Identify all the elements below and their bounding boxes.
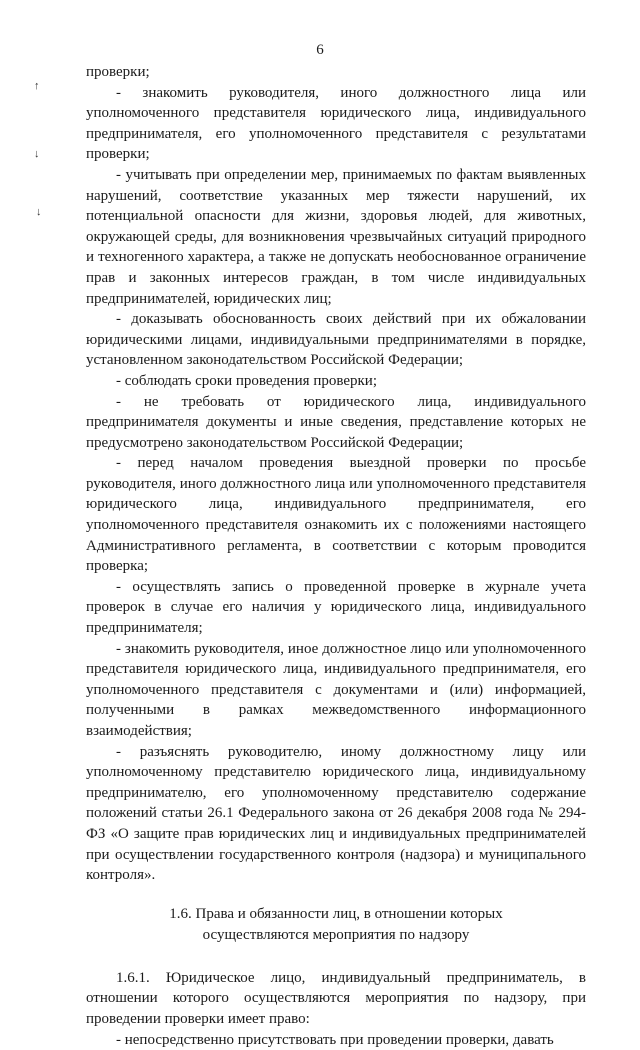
paragraph: - учитывать при определении мер, принимаемых по фактам выявленных нарушений, соответствие указанных мер тяжести нарушений, их потенциальной опасности для жизни, здоровья людей, для животных, окружающей среды, для возникновения чрезвычайных ситуаций природного и техногенного характера, а также не допускать необоснованное ограничение прав и законных интересов граждан, в том числе индивидуальных предпринимателей, юридических лиц;: [86, 166, 586, 307]
paragraph: - соблюдать сроки проведения проверки;: [116, 372, 377, 389]
margin-mark: ↑: [34, 80, 40, 92]
paragraph: - не требовать от юридического лица, индивидуального предпринимателя документы и иные сведения, представление которых не предусмотрено законодательством Российской Федерации;: [86, 393, 586, 451]
paragraph: 1.6.1. Юридическое лицо, индивидуальный предприниматель, в отношении которого осуществляются мероприятия по надзору, при проведении проверки имеет право:: [86, 969, 586, 1027]
margin-mark: ↓: [36, 206, 42, 218]
paragraph: - доказывать обоснованность своих действий при их обжаловании юридическими лицами, индивидуальными предпринимателями в порядке, установленном законодательством Российской Федерации;: [86, 311, 586, 369]
margin-mark: ↓: [34, 148, 40, 160]
section-heading: [126, 904, 546, 946]
paragraph: - осуществлять запись о проведенной проверке в журнале учета проверок в случае его наличия у юридического лица, индивидуального предпринимателя;: [86, 578, 586, 637]
paragraph: - знакомить руководителя, иного должностного лица или уполномоченного представителя юридического лица, индивидуального предпринимателя, его уполномоченного представителя с результатами проверки;: [86, 84, 586, 163]
paragraph: - непосредственно присутствовать при проведении проверки, давать: [116, 1031, 554, 1048]
page-number: 6: [316, 42, 324, 58]
section-heading-line: осуществляются мероприятия по надзору: [202, 926, 470, 943]
paragraph: - разъяснять руководителю, иному должностному лицу или уполномоченному представителю юридического лица, индивидуальному предпринимателю, его уполномоченному представителю содержание положений статьи 26.1 Федерального закона от 26 декабря 2008 года № 294-ФЗ «О защите прав юридических лиц и индивидуальных предпринимателей при осуществлении государственного контроля (надзора) и муниципального контроля».: [86, 743, 586, 884]
paragraph: - перед началом проведения выездной проверки по просьбе руководителя, иного должностного лица или уполномоченного представителя юридического лица, индивидуального предпринимателя, его уполномоченного представителя ознакомить их с положениями настоящего Административного регламента, в соответствии с которым проводится проверка;: [86, 455, 586, 575]
section-heading-line: 1.6. Права и обязанности лиц, в отношении которых: [169, 905, 503, 922]
paragraph: - знакомить руководителя, иное должностное лицо или уполномоченного представителя юридического лица, индивидуального предпринимателя, его уполномоченного представителя с документами и (или) информацией, полученными в рамках межведомственного информационного взаимодействия;: [86, 640, 586, 739]
paragraph: проверки;: [86, 64, 150, 80]
document-body: [86, 62, 586, 1050]
